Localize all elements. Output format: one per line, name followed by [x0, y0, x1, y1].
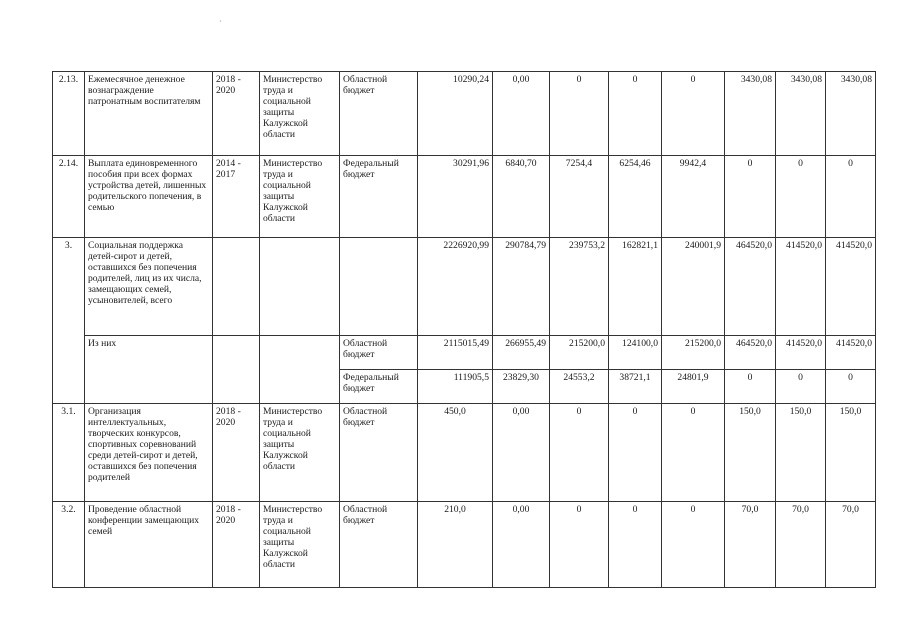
row-code: 3.2.: [53, 502, 85, 588]
cell-value: 414520,0: [826, 238, 876, 336]
row-source: Областной бюджет: [340, 404, 418, 502]
row-period: 2018 - 2020: [213, 72, 260, 156]
row-executor: Министерство труда и социальной защиты Калужской области: [260, 72, 340, 156]
cell-value: 0: [725, 370, 776, 404]
cell-value: 0: [826, 156, 876, 238]
page-mark: ·: [219, 17, 222, 26]
row-code: 3.: [53, 238, 85, 404]
cell-value: 0,00: [493, 404, 550, 502]
row-source: Федеральный бюджет: [340, 156, 418, 238]
table-row-3-1: [53, 404, 876, 502]
row-code: 3.1.: [53, 404, 85, 502]
cell-value: 162821,1: [609, 238, 662, 336]
cell-total: 30291,96: [418, 156, 493, 238]
row-period: [213, 238, 260, 336]
cell-total: 450,0: [418, 404, 493, 502]
cell-value: 0: [776, 156, 826, 238]
row-source: Федеральный бюджет: [340, 370, 418, 404]
row-code: 2.14.: [53, 156, 85, 238]
row-name: Ежемесячное денежное вознаграждение патронатным воспитателям: [85, 72, 213, 156]
cell-value: 464520,0: [725, 336, 776, 370]
cell-value: 414520,0: [776, 238, 826, 336]
row-executor: [260, 336, 340, 404]
cell-value: 24553,2: [550, 370, 609, 404]
cell-value: 414520,0: [826, 336, 876, 370]
cell-value: 0: [609, 502, 662, 588]
cell-value: 0,00: [493, 72, 550, 156]
cell-value: 6254,46: [609, 156, 662, 238]
cell-value: 0: [725, 156, 776, 238]
row-name: Выплата единовременного пособия при всех формах устройства детей, лишенных родительского попечения, в семью: [85, 156, 213, 238]
row-source: [340, 238, 418, 336]
cell-total: 2115015,49: [418, 336, 493, 370]
cell-value: 0: [776, 370, 826, 404]
cell-value: 23829,30: [493, 370, 550, 404]
table-row-2-14: [53, 156, 876, 238]
cell-value: 0: [662, 72, 725, 156]
row-name: Социальная поддержка детей-сирот и детей, оставшихся без попечения родителей, лиц из их числа, замещающих семей, усыновителей, всего: [85, 238, 213, 336]
cell-value: 150,0: [725, 404, 776, 502]
cell-value: 70,0: [826, 502, 876, 588]
row-name: Из них: [85, 336, 213, 404]
row-executor: Министерство труда и социальной защиты Калужской области: [260, 404, 340, 502]
cell-value: 0: [609, 404, 662, 502]
row-executor: Министерство труда и социальной защиты Калужской области: [260, 156, 340, 238]
cell-value: 464520,0: [725, 238, 776, 336]
table-row-2-13: [53, 72, 876, 156]
cell-value: 24801,9: [662, 370, 725, 404]
cell-total: 111905,5: [418, 370, 493, 404]
cell-value: 7254,4: [550, 156, 609, 238]
cell-value: 3430,08: [725, 72, 776, 156]
cell-value: 239753,2: [550, 238, 609, 336]
row-source: Областной бюджет: [340, 502, 418, 588]
cell-value: 0: [550, 502, 609, 588]
cell-value: 0,00: [493, 502, 550, 588]
cell-value: 3430,08: [826, 72, 876, 156]
row-period: 2014 - 2017: [213, 156, 260, 238]
cell-value: 38721,1: [609, 370, 662, 404]
cell-value: 215200,0: [550, 336, 609, 370]
cell-value: 150,0: [826, 404, 876, 502]
cell-value: 215200,0: [662, 336, 725, 370]
cell-value: 240001,9: [662, 238, 725, 336]
table-row-3-2: [53, 502, 876, 588]
row-period: [213, 336, 260, 404]
cell-value: 0: [826, 370, 876, 404]
row-period: 2018 - 2020: [213, 404, 260, 502]
cell-value: 70,0: [776, 502, 826, 588]
cell-value: 6840,70: [493, 156, 550, 238]
cell-value: 266955,49: [493, 336, 550, 370]
row-period: 2018 - 2020: [213, 502, 260, 588]
cell-value: 70,0: [725, 502, 776, 588]
cell-value: 9942,4: [662, 156, 725, 238]
cell-value: 414520,0: [776, 336, 826, 370]
cell-total: 2226920,99: [418, 238, 493, 336]
row-name: Организация интеллектуальных, творческих конкурсов, спортивных соревнований среди детей-сирот и детей, оставшихся без попечения родителей: [85, 404, 213, 502]
row-executor: Министерство труда и социальной защиты Калужской области: [260, 502, 340, 588]
cell-value: 0: [550, 404, 609, 502]
cell-total: 210,0: [418, 502, 493, 588]
cell-total: 10290,24: [418, 72, 493, 156]
table-row-3-regional: [53, 336, 876, 370]
row-name: Проведение областной конференции замещающих семей: [85, 502, 213, 588]
row-source: Областной бюджет: [340, 72, 418, 156]
row-source: Областной бюджет: [340, 336, 418, 370]
cell-value: 3430,08: [776, 72, 826, 156]
table-row-3: [53, 238, 876, 336]
budget-table: [52, 71, 876, 588]
cell-value: 0: [550, 72, 609, 156]
cell-value: 124100,0: [609, 336, 662, 370]
cell-value: 0: [662, 502, 725, 588]
cell-value: 0: [609, 72, 662, 156]
cell-value: 0: [662, 404, 725, 502]
cell-value: 290784,79: [493, 238, 550, 336]
row-code: 2.13.: [53, 72, 85, 156]
cell-value: 150,0: [776, 404, 826, 502]
row-executor: [260, 238, 340, 336]
